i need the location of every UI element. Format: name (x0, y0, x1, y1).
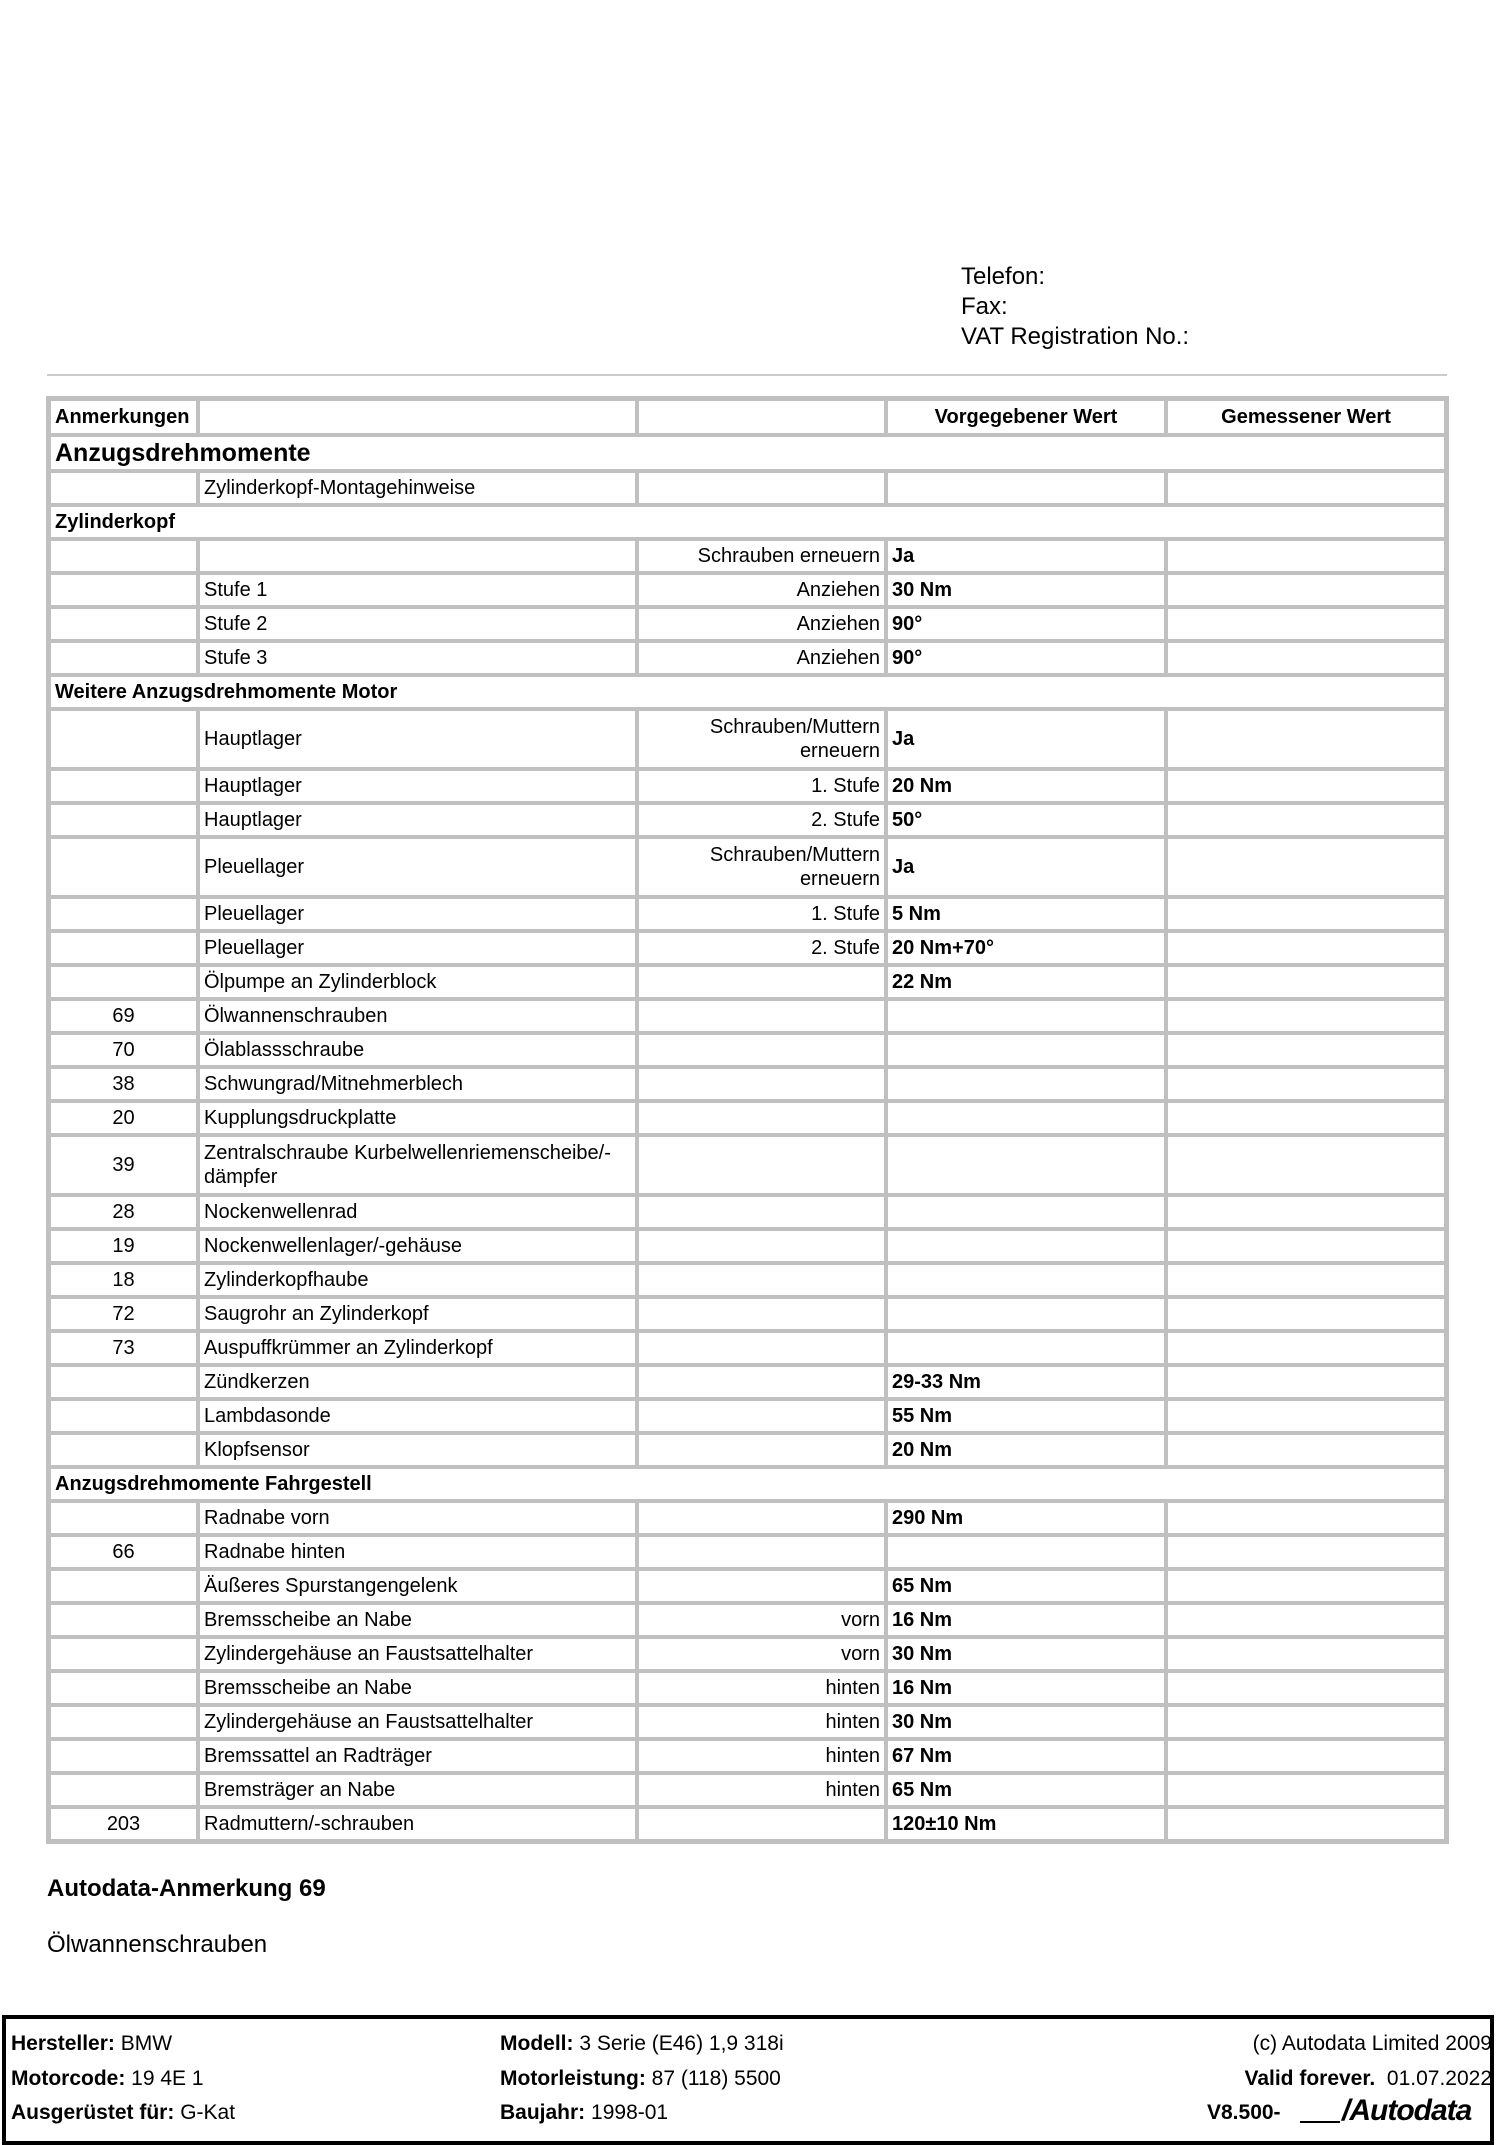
note-cell: 38 (49, 1067, 198, 1101)
table-row (49, 709, 1446, 769)
specified-value-cell (886, 1101, 1166, 1135)
measured-value-cell (1166, 709, 1446, 769)
table-row (49, 1739, 1446, 1773)
table-row (49, 1501, 1446, 1535)
note-cell (49, 1773, 198, 1807)
condition-cell (637, 1229, 886, 1263)
table-row (49, 1033, 1446, 1067)
specified-value-cell: 29-33 Nm (886, 1365, 1166, 1399)
measured-value-cell (1166, 1705, 1446, 1739)
note-cell: 203 (49, 1807, 198, 1841)
specified-value-cell: 120±10 Nm (886, 1807, 1166, 1841)
specified-value-cell (886, 1135, 1166, 1195)
table-row (49, 1433, 1446, 1467)
item-cell: Pleuellager (198, 897, 637, 931)
year-label: Baujahr: (500, 2101, 586, 2124)
item-cell: Zylinderkopfhaube (198, 1263, 637, 1297)
specified-value-cell (886, 1229, 1166, 1263)
note-cell (49, 709, 198, 769)
measured-value-cell (1166, 1101, 1446, 1135)
condition-cell (637, 1331, 886, 1365)
item-cell: Lambdasonde (198, 1399, 637, 1433)
note-cell (49, 607, 198, 641)
table-row (49, 769, 1446, 803)
note-cell: 20 (49, 1101, 198, 1135)
specified-value-cell: 16 Nm (886, 1671, 1166, 1705)
table-row (49, 1101, 1446, 1135)
note-cell (49, 897, 198, 931)
note-cell (49, 1739, 198, 1773)
specified-value-cell (886, 1067, 1166, 1101)
item-cell: Hauptlager (198, 709, 637, 769)
divider (47, 374, 1447, 376)
condition-cell: vorn (637, 1637, 886, 1671)
condition-cell (637, 1807, 886, 1841)
item-cell: Bremsscheibe an Nabe (198, 1603, 637, 1637)
item-cell: Zylindergehäuse an Faustsattelhalter (198, 1637, 637, 1671)
item-cell: Ölwannenschrauben (198, 999, 637, 1033)
specified-value-cell: 16 Nm (886, 1603, 1166, 1637)
note-cell: 72 (49, 1297, 198, 1331)
validity (1244, 2067, 1492, 2091)
specified-value-cell: 290 Nm (886, 1501, 1166, 1535)
table-row (49, 1135, 1446, 1195)
condition-cell: hinten (637, 1671, 886, 1705)
item-cell: Klopfsensor (198, 1433, 637, 1467)
note-cell (49, 931, 198, 965)
measured-value-cell (1166, 965, 1446, 999)
note-cell (49, 1365, 198, 1399)
table-row (49, 1263, 1446, 1297)
section-row (49, 1467, 1446, 1501)
condition-cell: 1. Stufe (637, 769, 886, 803)
condition-cell (637, 1033, 886, 1067)
valid-label: Valid forever. (1244, 2067, 1376, 2090)
measured-value-cell (1166, 803, 1446, 837)
model-label: Modell: (500, 2032, 574, 2055)
condition-cell: Anziehen (637, 573, 886, 607)
specified-value-cell: 22 Nm (886, 965, 1166, 999)
measured-value-cell (1166, 769, 1446, 803)
section-title: Anzugsdrehmomente Fahrgestell (49, 1467, 1446, 1501)
note-cell: 18 (49, 1263, 198, 1297)
measured-value-cell (1166, 573, 1446, 607)
section-title: Anzugsdrehmomente (49, 435, 1446, 471)
specified-value-cell: 90° (886, 607, 1166, 641)
item-cell: Auspuffkrümmer an Zylinderkopf (198, 1331, 637, 1365)
condition-cell (637, 1067, 886, 1101)
contact-block (961, 262, 1189, 352)
specified-value-cell: 65 Nm (886, 1773, 1166, 1807)
note-cell (49, 1705, 198, 1739)
note-cell (49, 471, 198, 505)
table-row (49, 1807, 1446, 1841)
condition-cell (637, 471, 886, 505)
table-row (49, 1603, 1446, 1637)
measured-value-cell (1166, 1067, 1446, 1101)
condition-cell (637, 1297, 886, 1331)
condition-cell (637, 1433, 886, 1467)
condition-cell: 1. Stufe (637, 897, 886, 931)
table-row (49, 1067, 1446, 1101)
measured-value-cell (1166, 641, 1446, 675)
condition-cell: Anziehen (637, 641, 886, 675)
condition-cell: 2. Stufe (637, 931, 886, 965)
item-cell: Zentralschraube Kurbelwellenriemenscheibe/-dämpfer (198, 1135, 637, 1195)
model (500, 2032, 784, 2056)
measured-value-cell (1166, 1603, 1446, 1637)
item-cell: Kupplungsdruckplatte (198, 1101, 637, 1135)
header-specified-value: Vorgegebener Wert (886, 399, 1166, 435)
condition-cell: vorn (637, 1603, 886, 1637)
item-cell: Ölpumpe an Zylinderblock (198, 965, 637, 999)
autodata-logo: /Autodata (1342, 2094, 1472, 2127)
note-cell (49, 1569, 198, 1603)
table-row (49, 1773, 1446, 1807)
specified-value-cell (886, 1535, 1166, 1569)
section-title: Weitere Anzugsdrehmomente Motor (49, 675, 1446, 709)
item-cell: Zündkerzen (198, 1365, 637, 1399)
specified-value-cell: 20 Nm+70° (886, 931, 1166, 965)
manufacturer (11, 2032, 172, 2056)
condition-cell (637, 1501, 886, 1535)
specified-value-cell: 30 Nm (886, 573, 1166, 607)
condition-cell: Schrauben/Muttern erneuern (637, 709, 886, 769)
version: V8.500- (1207, 2101, 1281, 2124)
table-row (49, 1331, 1446, 1365)
table-row (49, 1195, 1446, 1229)
condition-cell (637, 965, 886, 999)
manufacturer-label: Hersteller: (11, 2032, 115, 2055)
note-cell (49, 769, 198, 803)
item-cell: Nockenwellenlager/-gehäuse (198, 1229, 637, 1263)
item-cell: Bremssattel an Radträger (198, 1739, 637, 1773)
specified-value-cell: Ja (886, 709, 1166, 769)
note-cell (49, 837, 198, 897)
engine-code-value: 19 4E 1 (131, 2067, 204, 2090)
measured-value-cell (1166, 1297, 1446, 1331)
item-cell: Stufe 3 (198, 641, 637, 675)
specified-value-cell: 67 Nm (886, 1739, 1166, 1773)
table-row (49, 1365, 1446, 1399)
item-cell: Hauptlager (198, 769, 637, 803)
torque-table (46, 396, 1449, 1844)
specified-value-cell: 30 Nm (886, 1637, 1166, 1671)
table-header (49, 399, 1446, 435)
table-row (49, 897, 1446, 931)
specified-value-cell (886, 1297, 1166, 1331)
table-row (49, 641, 1446, 675)
specified-value-cell: 55 Nm (886, 1399, 1166, 1433)
table-row (49, 803, 1446, 837)
measured-value-cell (1166, 1739, 1446, 1773)
date: 01.07.2022 (1386, 2067, 1492, 2090)
measured-value-cell (1166, 931, 1446, 965)
note-cell (49, 1671, 198, 1705)
condition-cell (637, 1535, 886, 1569)
equipped-value: G-Kat (180, 2101, 236, 2124)
note-cell (49, 539, 198, 573)
measured-value-cell (1166, 1433, 1446, 1467)
item-cell: Nockenwellenrad (198, 1195, 637, 1229)
header-notes: Anmerkungen (49, 399, 198, 435)
note-cell (49, 1603, 198, 1637)
item-cell: Schwungrad/Mitnehmerblech (198, 1067, 637, 1101)
table-row (49, 1705, 1446, 1739)
note-cell: 69 (49, 999, 198, 1033)
item-cell: Saugrohr an Zylinderkopf (198, 1297, 637, 1331)
note-cell: 28 (49, 1195, 198, 1229)
specified-value-cell: 20 Nm (886, 1433, 1166, 1467)
condition-cell (637, 1263, 886, 1297)
measured-value-cell (1166, 837, 1446, 897)
specified-value-cell: 65 Nm (886, 1569, 1166, 1603)
measured-value-cell (1166, 897, 1446, 931)
condition-cell: hinten (637, 1739, 886, 1773)
item-cell: Bremsscheibe an Nabe (198, 1671, 637, 1705)
item-cell: Bremsträger an Nabe (198, 1773, 637, 1807)
condition-cell (637, 999, 886, 1033)
note-cell: 39 (49, 1135, 198, 1195)
specified-value-cell (886, 1263, 1166, 1297)
vat-label: VAT Registration No.: (961, 323, 1190, 350)
section-row (49, 505, 1446, 539)
item-cell: Ölablassschraube (198, 1033, 637, 1067)
measured-value-cell (1166, 999, 1446, 1033)
measured-value-cell (1166, 1501, 1446, 1535)
specified-value-cell: 30 Nm (886, 1705, 1166, 1739)
header-measured-value: Gemessener Wert (1166, 399, 1446, 435)
condition-cell (637, 1365, 886, 1399)
specified-value-cell: 90° (886, 641, 1166, 675)
measured-value-cell (1166, 471, 1446, 505)
note-cell (49, 1399, 198, 1433)
measured-value-cell (1166, 1365, 1446, 1399)
engine-code-label: Motorcode: (11, 2067, 126, 2090)
measured-value-cell (1166, 539, 1446, 573)
condition-cell: hinten (637, 1773, 886, 1807)
measured-value-cell (1166, 1033, 1446, 1067)
measured-value-cell (1166, 1671, 1446, 1705)
table-row (49, 965, 1446, 999)
specified-value-cell: 5 Nm (886, 897, 1166, 931)
measured-value-cell (1166, 1399, 1446, 1433)
measured-value-cell (1166, 607, 1446, 641)
copyright: (c) Autodata Limited 2009 (1252, 2032, 1492, 2055)
item-cell: Stufe 1 (198, 573, 637, 607)
specified-value-cell (886, 1331, 1166, 1365)
specified-value-cell: Ja (886, 539, 1166, 573)
header-item (198, 399, 637, 435)
measured-value-cell (1166, 1135, 1446, 1195)
note-cell (49, 573, 198, 607)
measured-value-cell (1166, 1637, 1446, 1671)
measured-value-cell (1166, 1535, 1446, 1569)
item-cell: Radnabe vorn (198, 1501, 637, 1535)
section-row (49, 675, 1446, 709)
specified-value-cell (886, 999, 1166, 1033)
condition-cell (637, 1195, 886, 1229)
measured-value-cell (1166, 1263, 1446, 1297)
table-row (49, 539, 1446, 573)
model-value: 3 Serie (E46) 1,9 318i (579, 2032, 784, 2055)
year-value: 1998-01 (591, 2101, 669, 2124)
equipped (11, 2101, 235, 2125)
condition-cell (637, 1399, 886, 1433)
measured-value-cell (1166, 1331, 1446, 1365)
note-cell: 19 (49, 1229, 198, 1263)
table-row (49, 931, 1446, 965)
note-cell (49, 641, 198, 675)
fax-label: Fax: (961, 293, 1008, 320)
item-cell: Zylinderkopf-Montagehinweise (198, 471, 637, 505)
measured-value-cell (1166, 1195, 1446, 1229)
item-cell: Pleuellager (198, 837, 637, 897)
section-title: Zylinderkopf (49, 505, 1446, 539)
measured-value-cell (1166, 1773, 1446, 1807)
section-row (49, 435, 1446, 471)
table-row (49, 1569, 1446, 1603)
specified-value-cell (886, 1033, 1166, 1067)
table-row (49, 607, 1446, 641)
specified-value-cell: Ja (886, 837, 1166, 897)
table-row (49, 1671, 1446, 1705)
item-cell: Radmuttern/-schrauben (198, 1807, 637, 1841)
condition-cell (637, 1569, 886, 1603)
specified-value-cell: 50° (886, 803, 1166, 837)
manufacturer-value: BMW (120, 2032, 173, 2055)
condition-cell (637, 1135, 886, 1195)
power-label: Motorleistung: (500, 2067, 646, 2090)
power (500, 2067, 781, 2091)
item-cell: Hauptlager (198, 803, 637, 837)
equipped-label: Ausgerüstet für: (11, 2101, 175, 2124)
table-row (49, 1229, 1446, 1263)
measured-value-cell (1166, 1229, 1446, 1263)
measured-value-cell (1166, 1807, 1446, 1841)
note-cell (49, 965, 198, 999)
note-title: Autodata-Anmerkung 69 (47, 1875, 326, 1902)
condition-cell: Schrauben erneuern (637, 539, 886, 573)
note-cell (49, 1433, 198, 1467)
header-condition (637, 399, 886, 435)
table-row (49, 1399, 1446, 1433)
table-row (49, 837, 1446, 897)
table-row (49, 999, 1446, 1033)
phone-label: Telefon: (961, 263, 1046, 290)
note-cell: 66 (49, 1535, 198, 1569)
table-row (49, 1535, 1446, 1569)
condition-cell: hinten (637, 1705, 886, 1739)
power-value: 87 (118) 5500 (651, 2067, 781, 2090)
note-cell (49, 803, 198, 837)
note-text: Ölwannenschrauben (47, 1931, 268, 1958)
note-cell (49, 1637, 198, 1671)
item-cell: Stufe 2 (198, 607, 637, 641)
condition-cell (637, 1101, 886, 1135)
table-row (49, 573, 1446, 607)
engine-code (11, 2067, 204, 2091)
condition-cell: 2. Stufe (637, 803, 886, 837)
item-cell (198, 539, 637, 573)
table-row (49, 1297, 1446, 1331)
year (500, 2101, 668, 2125)
note-cell (49, 1501, 198, 1535)
table-row (49, 471, 1446, 505)
condition-cell: Anziehen (637, 607, 886, 641)
specified-value-cell: 20 Nm (886, 769, 1166, 803)
specified-value-cell (886, 471, 1166, 505)
note-cell: 70 (49, 1033, 198, 1067)
table-row (49, 1637, 1446, 1671)
item-cell: Zylindergehäuse an Faustsattelhalter (198, 1705, 637, 1739)
note-cell: 73 (49, 1331, 198, 1365)
measured-value-cell (1166, 1569, 1446, 1603)
item-cell: Radnabe hinten (198, 1535, 637, 1569)
specified-value-cell (886, 1195, 1166, 1229)
condition-cell: Schrauben/Muttern erneuern (637, 837, 886, 897)
item-cell: Äußeres Spurstangengelenk (198, 1569, 637, 1603)
item-cell: Pleuellager (198, 931, 637, 965)
